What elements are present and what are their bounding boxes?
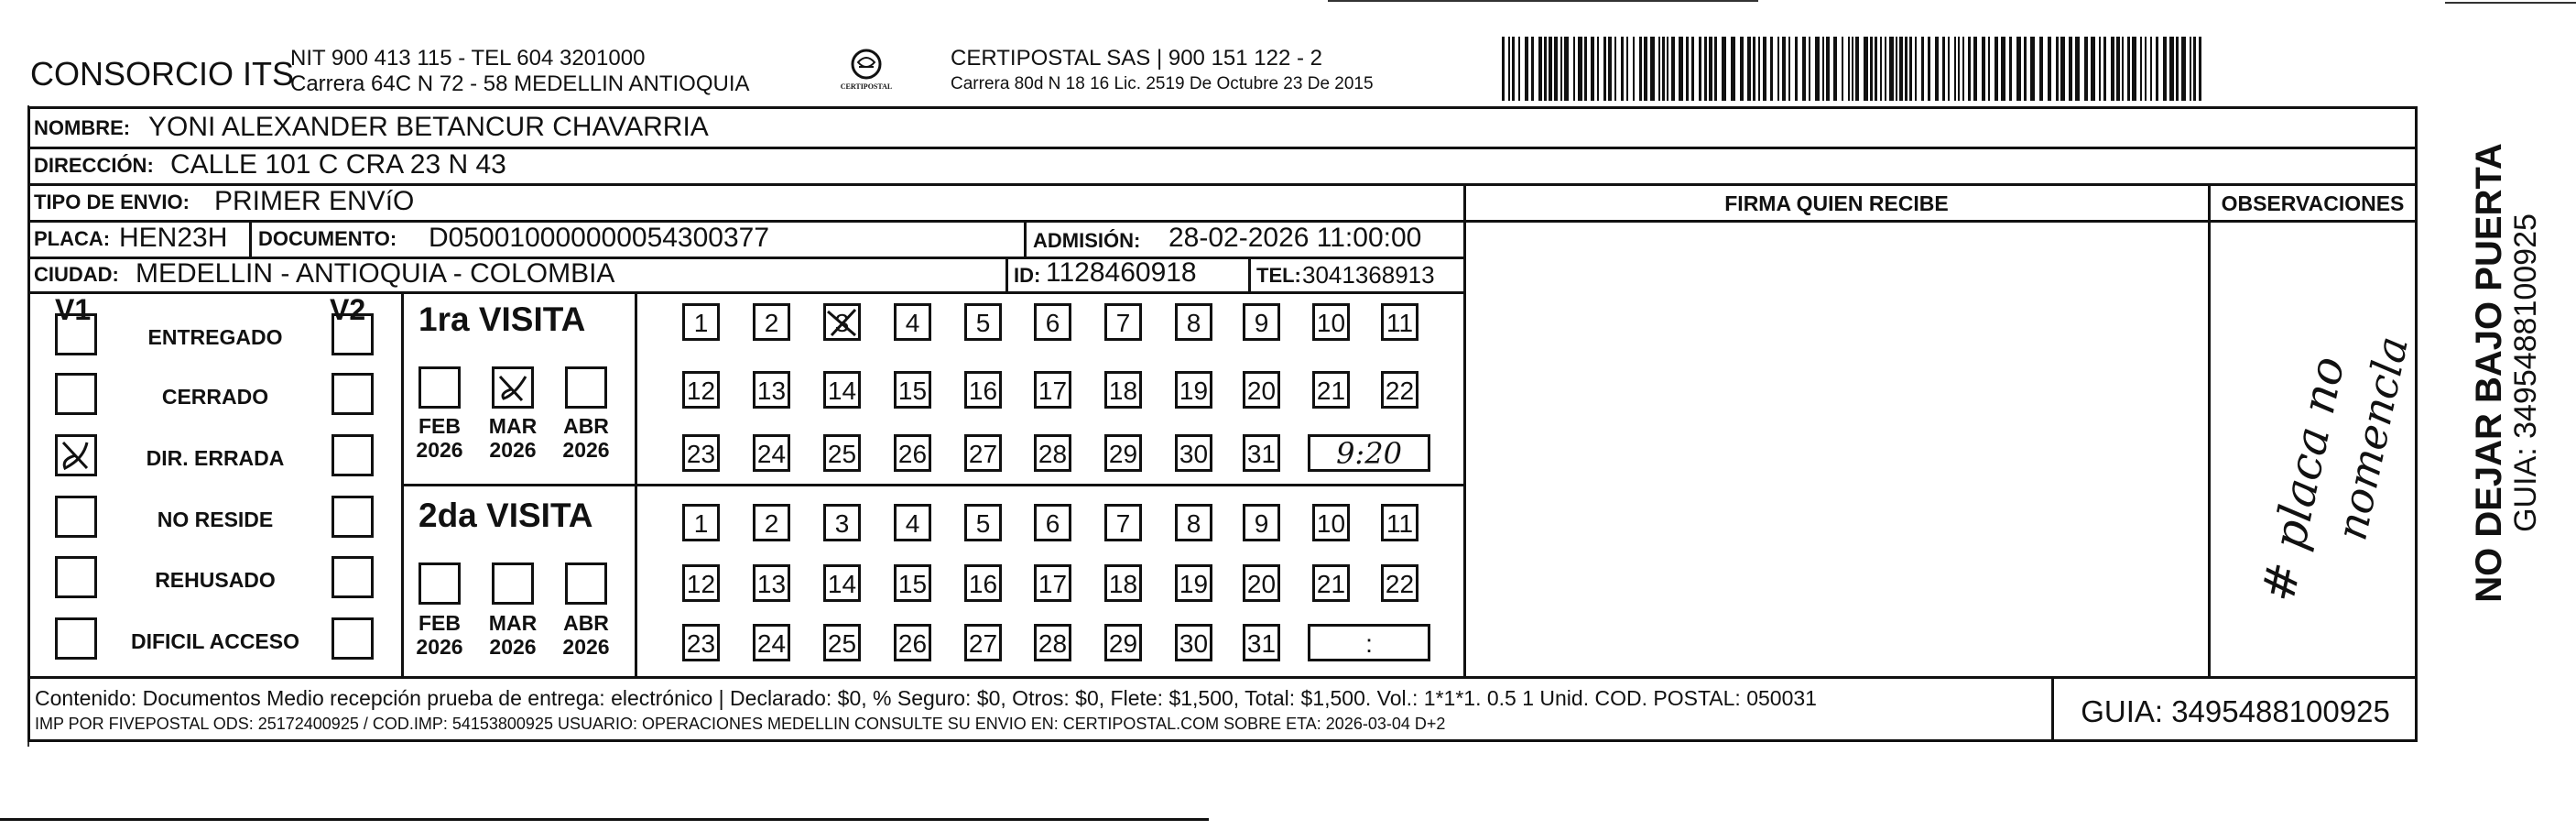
company-name: CONSORCIO ITS	[30, 55, 295, 93]
first-visit-day-29[interactable]	[1104, 434, 1142, 472]
month-name: ABR	[563, 611, 609, 635]
ciudad-label: CIUDAD:	[34, 263, 119, 286]
first-visit-day-7[interactable]	[1104, 303, 1142, 341]
time-value: 9:20	[1336, 436, 1402, 471]
certipostal-line1: CERTIPOSTAL SAS | 900 151 122 - 2	[951, 46, 1322, 71]
day-number: 21	[1316, 570, 1346, 598]
second-visit-time-box[interactable]	[1308, 624, 1430, 661]
day-number: 3	[834, 509, 850, 538]
v2-label: V2	[330, 293, 366, 326]
month-name: MAR	[488, 414, 538, 438]
day-number: 25	[827, 629, 857, 658]
second-visit-day-16[interactable]	[964, 564, 1002, 602]
footer-line2: IMP POR FIVEPOSTAL ODS: 25172400925 / COD.IMP: 54153800925 USUARIO: OPERACIONES MEDELLIN CONSULTE SU ENVIO EN: CERTIPOSTAL.COM SOBRE ETA: 2026-03-04 D+2	[35, 715, 1446, 733]
first-visit-day-9[interactable]	[1243, 303, 1280, 341]
first-visit-day-22[interactable]	[1381, 371, 1418, 409]
observaciones-header: OBSERVACIONES	[2221, 191, 2405, 215]
nombre-value: YONI ALEXANDER BETANCUR CHAVARRIA	[148, 112, 709, 142]
second-visit-month-label	[412, 611, 467, 660]
second-visit-day-8[interactable]	[1175, 504, 1212, 541]
v2-checkbox[interactable]	[332, 434, 374, 476]
day-number: 4	[905, 309, 920, 337]
day-number: 24	[756, 440, 787, 468]
day-number: 9	[1254, 509, 1269, 538]
second-visit-day-19[interactable]	[1175, 564, 1212, 602]
day-number: 25	[827, 440, 857, 468]
day-number: 23	[686, 629, 716, 658]
day-number: 29	[1108, 440, 1138, 468]
certipostal-logo	[833, 46, 899, 99]
month-year: 2026	[562, 438, 610, 463]
handwritten-observation	[2210, 220, 2416, 676]
scan-bottom-line	[0, 818, 1209, 821]
first-visit-day-13[interactable]	[753, 371, 790, 409]
admision-value: 28-02-2026 11:00:00	[1168, 223, 1422, 253]
day-number: 21	[1316, 377, 1346, 405]
day-number: 15	[897, 570, 928, 598]
option-label: NO RESIDE	[157, 508, 274, 531]
day-number: 7	[1115, 509, 1131, 538]
first-visit-day-6[interactable]	[1034, 303, 1071, 341]
rule-6	[27, 676, 2418, 679]
first-visit-day-10[interactable]	[1312, 303, 1350, 341]
v1-checkbox[interactable]	[55, 434, 97, 476]
footer-line1: Contenido: Documentos Medio recepción prueba de entrega: electrónico | Declarado: $0, % Seguro: $0, Otros: $0, Flete: $1,500, Total: $1,500. Vol.: 1*1*1. 0.5 1 Unid. COD. POSTAL: 050031	[35, 686, 1817, 710]
day-number: 22	[1385, 377, 1415, 405]
first-visit-label: 1ra VISITA	[418, 300, 586, 338]
second-visit-day-7[interactable]	[1104, 504, 1142, 541]
day-number: 1	[693, 509, 709, 538]
day-number: 11	[1386, 509, 1414, 538]
documento-label: DOCUMENTO:	[258, 227, 397, 250]
v2-checkbox[interactable]	[332, 313, 374, 355]
month-year: 2026	[562, 635, 610, 660]
second-visit-day-23[interactable]	[682, 624, 720, 661]
rule-5	[27, 291, 1465, 294]
second-visit-day-1[interactable]	[682, 504, 720, 541]
first-visit-day-27[interactable]	[964, 434, 1002, 472]
handwritten-line-1: # placa no	[2251, 352, 2355, 606]
day-number: 31	[1246, 629, 1277, 658]
tel-divider	[1248, 257, 1251, 291]
v1-checkbox[interactable]	[55, 313, 97, 355]
day-number: 7	[1115, 309, 1131, 337]
day-check-mark	[824, 304, 861, 341]
day-number: 6	[1045, 509, 1060, 538]
month-name: MAR	[488, 611, 538, 635]
day-number: 9	[1254, 309, 1269, 337]
direccion-value: CALLE 101 C CRA 23 N 43	[170, 149, 506, 180]
day-number: 26	[897, 629, 928, 658]
documento-value: D050010000000054300377	[429, 223, 770, 253]
day-number: 27	[968, 440, 998, 468]
certipostal-line2: Carrera 80d N 18 16 Lic. 2519 De Octubre 23 De 2015	[951, 74, 1374, 93]
day-number: 20	[1246, 377, 1277, 405]
second-visit-month-label	[485, 611, 540, 660]
first-visit-month-checkbox[interactable]	[418, 366, 461, 409]
day-number: 19	[1179, 377, 1209, 405]
first-visit-day-17[interactable]	[1034, 371, 1071, 409]
day-number: 27	[968, 629, 998, 658]
second-visit-day-10[interactable]	[1312, 504, 1350, 541]
second-visit-month-label	[559, 611, 614, 660]
day-number: 23	[686, 440, 716, 468]
company-line1: NIT 900 413 115 - TEL 604 3201000	[290, 46, 646, 71]
day-number: 19	[1179, 570, 1209, 598]
day-number: 17	[1038, 570, 1068, 598]
visit-divider	[401, 484, 1465, 486]
handwritten-line-2: nomencla	[2326, 332, 2418, 545]
first-visit-month-label	[485, 414, 540, 463]
day-number: 11	[1386, 309, 1414, 337]
first-visit-month-checkbox[interactable]	[565, 366, 607, 409]
first-visit-day-31[interactable]	[1243, 434, 1280, 472]
day-number: 8	[1186, 509, 1201, 538]
day-number: 4	[905, 509, 920, 538]
logo-text: CERTIPOSTAL	[840, 82, 893, 91]
scan-top-line-right	[2445, 2, 2576, 4]
day-number: 1	[693, 309, 709, 337]
first-visit-day-30[interactable]	[1175, 434, 1212, 472]
day-number: 30	[1179, 440, 1209, 468]
first-visit-day-25[interactable]	[823, 434, 861, 472]
second-visit-day-31[interactable]	[1243, 624, 1280, 661]
first-visit-day-15[interactable]	[894, 371, 931, 409]
day-number: 14	[827, 570, 857, 598]
second-visit-day-5[interactable]	[964, 504, 1002, 541]
second-visit-day-2[interactable]	[753, 504, 790, 541]
second-visit-day-3[interactable]	[823, 504, 861, 541]
second-visit-day-27[interactable]	[964, 624, 1002, 661]
first-visit-day-28[interactable]	[1034, 434, 1071, 472]
first-visit-day-18[interactable]	[1104, 371, 1142, 409]
day-number: 20	[1246, 570, 1277, 598]
v1-checkbox[interactable]	[55, 617, 97, 660]
second-visit-month-checkbox[interactable]	[492, 562, 534, 605]
second-visit-day-17[interactable]	[1034, 564, 1071, 602]
month-year: 2026	[416, 438, 463, 463]
first-visit-day-11[interactable]	[1381, 303, 1418, 341]
ciudad-value: MEDELLIN - ANTIOQUIA - COLOMBIA	[136, 258, 615, 289]
time-value: :	[1365, 629, 1373, 658]
day-number: 26	[897, 440, 928, 468]
second-visit-day-20[interactable]	[1243, 564, 1280, 602]
second-visit-day-25[interactable]	[823, 624, 861, 661]
first-visit-day-26[interactable]	[894, 434, 931, 472]
month-year: 2026	[416, 635, 463, 660]
tipo-label: TIPO DE ENVIO:	[34, 191, 190, 213]
month-year: 2026	[489, 635, 537, 660]
day-number: 24	[756, 629, 787, 658]
first-visit-day-21[interactable]	[1312, 371, 1350, 409]
first-visit-day-1[interactable]	[682, 303, 720, 341]
month-year: 2026	[489, 438, 537, 463]
firma-header: FIRMA QUIEN RECIBE	[1724, 191, 1949, 215]
first-visit-day-20[interactable]	[1243, 371, 1280, 409]
second-visit-day-12[interactable]	[682, 564, 720, 602]
tel-value: 3041368913	[1302, 261, 1435, 289]
second-visit-day-29[interactable]	[1104, 624, 1142, 661]
first-visit-day-5[interactable]	[964, 303, 1002, 341]
id-value: 1128460918	[1046, 257, 1197, 288]
first-visit-day-16[interactable]	[964, 371, 1002, 409]
placa-divider	[249, 220, 252, 257]
month-name: ABR	[563, 414, 609, 438]
day-number: 30	[1179, 629, 1209, 658]
day-number: 29	[1108, 629, 1138, 658]
v2-checkbox[interactable]	[332, 617, 374, 660]
first-visit-day-3[interactable]	[823, 303, 861, 341]
day-number: 5	[975, 309, 991, 337]
v2-checkbox[interactable]	[332, 496, 374, 538]
first-visit-month-label	[412, 414, 467, 463]
day-number: 28	[1038, 629, 1068, 658]
nombre-label: NOMBRE:	[34, 116, 131, 139]
company-line2: Carrera 64C N 72 - 58 MEDELLIN ANTIOQUIA	[290, 71, 750, 96]
first-visit-day-23[interactable]	[682, 434, 720, 472]
second-visit-month-checkbox[interactable]	[565, 562, 607, 605]
day-number: 13	[756, 377, 787, 405]
first-visit-day-2[interactable]	[753, 303, 790, 341]
footer-guia: GUIA: 3495488100925	[2081, 694, 2390, 728]
second-visit-day-21[interactable]	[1312, 564, 1350, 602]
second-visit-day-6[interactable]	[1034, 504, 1071, 541]
day-number: 18	[1108, 377, 1138, 405]
day-number: 16	[968, 377, 998, 405]
first-visit-day-12[interactable]	[682, 371, 720, 409]
day-number: 2	[764, 309, 779, 337]
v1-checkbox[interactable]	[55, 496, 97, 538]
day-number: 22	[1385, 570, 1415, 598]
first-visit-day-8[interactable]	[1175, 303, 1212, 341]
first-visit-day-19[interactable]	[1175, 371, 1212, 409]
day-number: 13	[756, 570, 787, 598]
second-visit-day-26[interactable]	[894, 624, 931, 661]
day-number: 10	[1316, 309, 1346, 337]
tipo-value: PRIMER ENVíO	[214, 186, 415, 216]
day-number: 16	[968, 570, 998, 598]
admision-divider	[1024, 220, 1027, 257]
day-number: 10	[1316, 509, 1346, 538]
barcode	[1502, 37, 2207, 101]
second-visit-day-11[interactable]	[1381, 504, 1418, 541]
day-number: 5	[975, 509, 991, 538]
day-number: 28	[1038, 440, 1068, 468]
v2-checkbox[interactable]	[332, 556, 374, 598]
admision-label: ADMISIÓN:	[1033, 229, 1141, 252]
day-number: 6	[1045, 309, 1060, 337]
second-visit-day-13[interactable]	[753, 564, 790, 602]
first-visit-month-label	[559, 414, 614, 463]
tel-label: TEL:	[1256, 264, 1301, 287]
day-number: 17	[1038, 377, 1068, 405]
placa-label: PLACA:	[34, 227, 111, 250]
second-visit-day-28[interactable]	[1034, 624, 1071, 661]
day-number: 31	[1246, 440, 1277, 468]
day-number: 12	[686, 377, 716, 405]
second-visit-day-22[interactable]	[1381, 564, 1418, 602]
option-label: CERRADO	[161, 385, 269, 409]
option-label: REHUSADO	[155, 568, 276, 592]
v1-label: V1	[55, 293, 92, 326]
scan-top-line	[1328, 0, 1758, 2]
first-visit-day-4[interactable]	[894, 303, 931, 341]
side-guia: GUIA: 3495488100925	[2508, 213, 2543, 532]
direccion-label: DIRECCIÓN:	[34, 154, 154, 177]
day-number: 15	[897, 377, 928, 405]
v2-checkbox[interactable]	[332, 373, 374, 415]
day-number: 2	[764, 509, 779, 538]
first-visit-day-24[interactable]	[753, 434, 790, 472]
second-visit-day-30[interactable]	[1175, 624, 1212, 661]
first-visit-day-14[interactable]	[823, 371, 861, 409]
month-name: FEB	[418, 611, 461, 635]
second-visit-day-24[interactable]	[753, 624, 790, 661]
day-number: 12	[686, 570, 716, 598]
day-number: 3	[834, 309, 850, 337]
second-visit-day-15[interactable]	[894, 564, 931, 602]
option-label: DIFICIL ACCESO	[130, 629, 299, 653]
option-label: ENTREGADO	[147, 325, 283, 349]
day-number: 14	[827, 377, 857, 405]
v1-checkbox[interactable]	[55, 373, 97, 415]
day-number: 18	[1108, 570, 1138, 598]
no-dejar-bajo-puerta: NO DEJAR BAJO PUERTA	[2469, 143, 2509, 603]
second-visit-day-18[interactable]	[1104, 564, 1142, 602]
placa-value: HEN23H	[119, 223, 228, 253]
day-number: 8	[1186, 309, 1201, 337]
second-visit-day-14[interactable]	[823, 564, 861, 602]
first-visit-month-checkbox[interactable]	[492, 366, 534, 409]
option-label: DIR. ERRADA	[146, 446, 285, 470]
first-visit-time-box[interactable]	[1308, 434, 1430, 472]
second-visit-month-checkbox[interactable]	[418, 562, 461, 605]
month-name: FEB	[418, 414, 461, 438]
second-visit-day-9[interactable]	[1243, 504, 1280, 541]
v1-checkbox[interactable]	[55, 556, 97, 598]
id-divider	[1005, 257, 1008, 291]
second-visit-label: 2da VISITA	[418, 497, 593, 534]
id-label: ID:	[1014, 264, 1041, 287]
second-visit-day-4[interactable]	[894, 504, 931, 541]
col-divider-firma	[1463, 183, 1466, 678]
